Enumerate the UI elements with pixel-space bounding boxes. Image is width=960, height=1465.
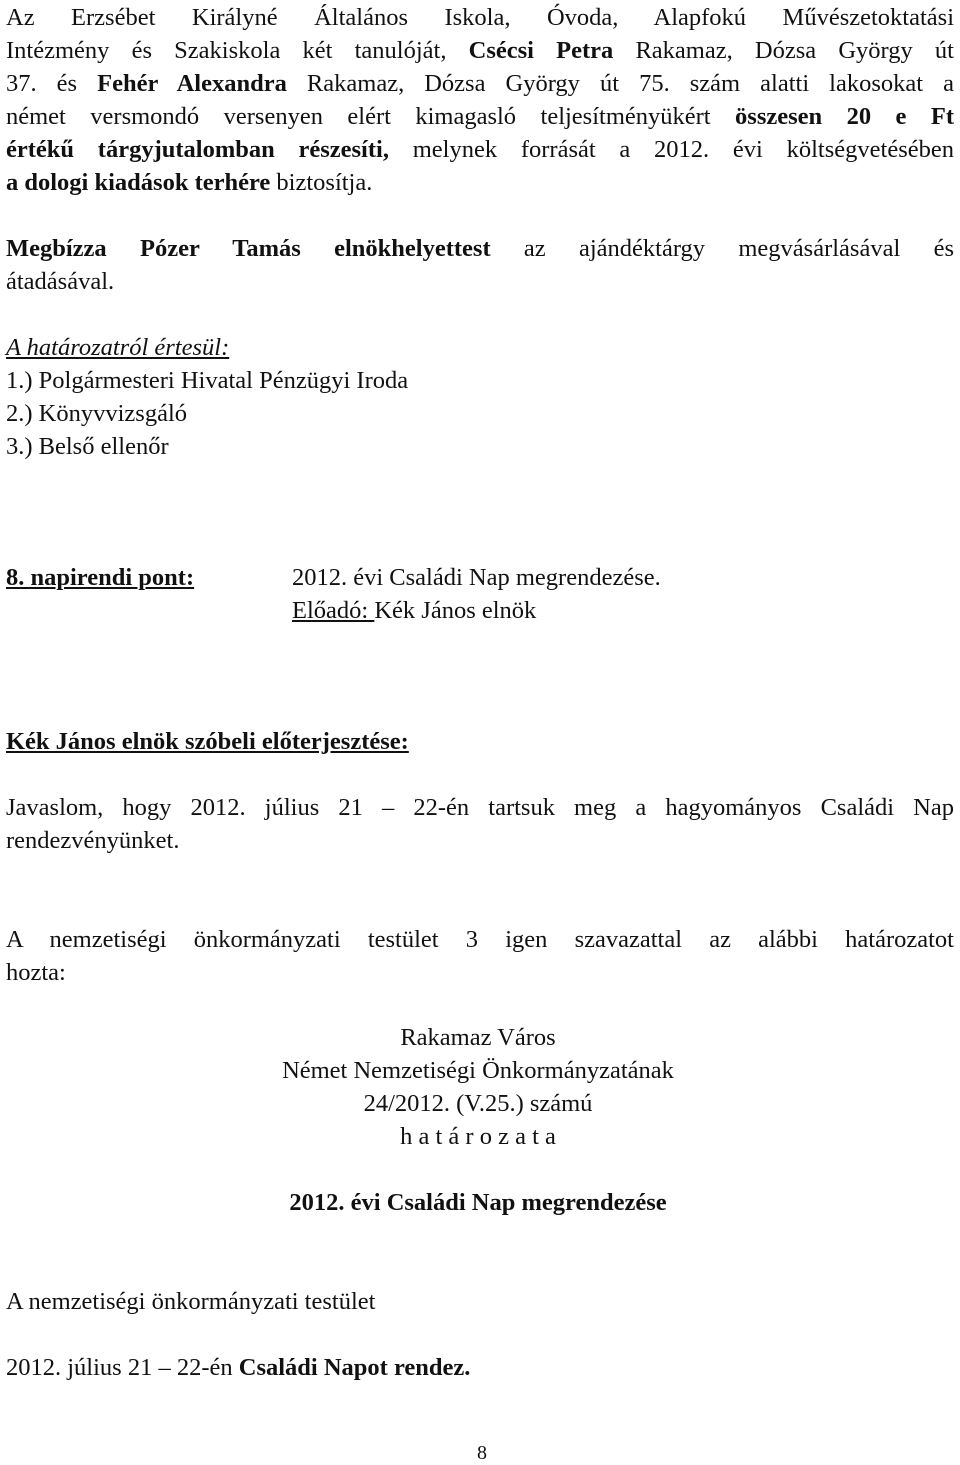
text: német versmondó versenyen elért kimagasló teljesítményükért bbox=[6, 103, 736, 130]
decision-line-2 bbox=[6, 1353, 470, 1383]
agenda-title: 2012. évi Családi Nap megrendezése. bbox=[292, 564, 661, 591]
resolution-line-3: 24/2012. (V.25.) számú bbox=[363, 1090, 593, 1117]
page-number: 8 bbox=[477, 1442, 487, 1464]
proposal-line-2: rendezvényünket. bbox=[6, 827, 180, 854]
delegate-text: Megbízza Pózer Tamás elnökhelyettest bbox=[6, 235, 491, 262]
text: az ajándéktárgy megvásárlásával és bbox=[490, 235, 954, 262]
p2-line-1 bbox=[6, 234, 954, 264]
text: Rakamaz, Dózsa György út bbox=[613, 37, 954, 64]
decision-bold: Családi Napot rendez. bbox=[238, 1354, 471, 1381]
text: Rakamaz, Dózsa György út 75. szám alatti lakosokat a bbox=[286, 70, 954, 97]
proposal-line-1: Javaslom, hogy 2012. július 21 – 22-én tartsuk meg a hagyományos Családi Nap bbox=[6, 794, 954, 821]
p2-line-2: átadásával. bbox=[6, 268, 115, 295]
notify-item-2: 2.) Könyvvizsgáló bbox=[6, 400, 187, 427]
expense-text: a dologi kiadások terhére bbox=[6, 169, 271, 196]
presenter-name: Kék János elnök bbox=[374, 597, 537, 624]
student-name-2: Fehér Alexandra bbox=[97, 70, 287, 97]
notify-item-1: 1.) Polgármesteri Hivatal Pénzügyi Iroda bbox=[6, 367, 409, 394]
p1-line-4 bbox=[6, 102, 954, 132]
text: melynek forrását a 2012. évi költségvetésében bbox=[388, 136, 954, 163]
vote-line-1: A nemzetiségi önkormányzati testület 3 igen szavazattal az alábbi határozatot bbox=[6, 926, 954, 953]
student-name-1: Csécsi Petra bbox=[468, 37, 614, 64]
text: 2012. július 21 – 22-én bbox=[6, 1354, 239, 1381]
decision-line-1: A nemzetiségi önkormányzati testület bbox=[6, 1288, 376, 1315]
p1-line-2 bbox=[6, 36, 954, 66]
reward-text: értékű tárgyjutalomban részesíti, bbox=[6, 136, 389, 163]
p1-line-1: Az Erzsébet Királyné Általános Iskola, Óvoda, Alapfokú Művészetoktatási bbox=[6, 4, 954, 31]
text: Intézmény és Szakiskola két tanulóját, bbox=[6, 37, 469, 64]
resolution-title: 2012. évi Családi Nap megrendezése bbox=[289, 1189, 667, 1216]
resolution-line-2: Német Nemzetiségi Önkormányzatának bbox=[282, 1057, 674, 1084]
vote-line-2: hozta: bbox=[6, 959, 66, 986]
p1-line-6 bbox=[6, 168, 372, 198]
p1-line-5 bbox=[6, 135, 954, 165]
resolution-line-4: h a t á r o z a t a bbox=[400, 1123, 556, 1150]
notify-item-3: 3.) Belső ellenőr bbox=[6, 433, 169, 460]
notify-heading: A határozatról értesül: bbox=[6, 334, 230, 361]
p1-line-3 bbox=[6, 69, 954, 99]
agenda-label: 8. napirendi pont: bbox=[6, 564, 195, 591]
text: 37. és bbox=[6, 70, 98, 97]
text: biztosítja. bbox=[270, 169, 373, 196]
presentation-heading: Kék János elnök szóbeli előterjesztése: bbox=[6, 728, 409, 755]
resolution-line-1: Rakamaz Város bbox=[400, 1024, 556, 1051]
amount: összesen 20 e Ft bbox=[735, 103, 954, 130]
presenter-label: Előadó: bbox=[292, 597, 375, 624]
agenda-presenter bbox=[292, 596, 536, 626]
